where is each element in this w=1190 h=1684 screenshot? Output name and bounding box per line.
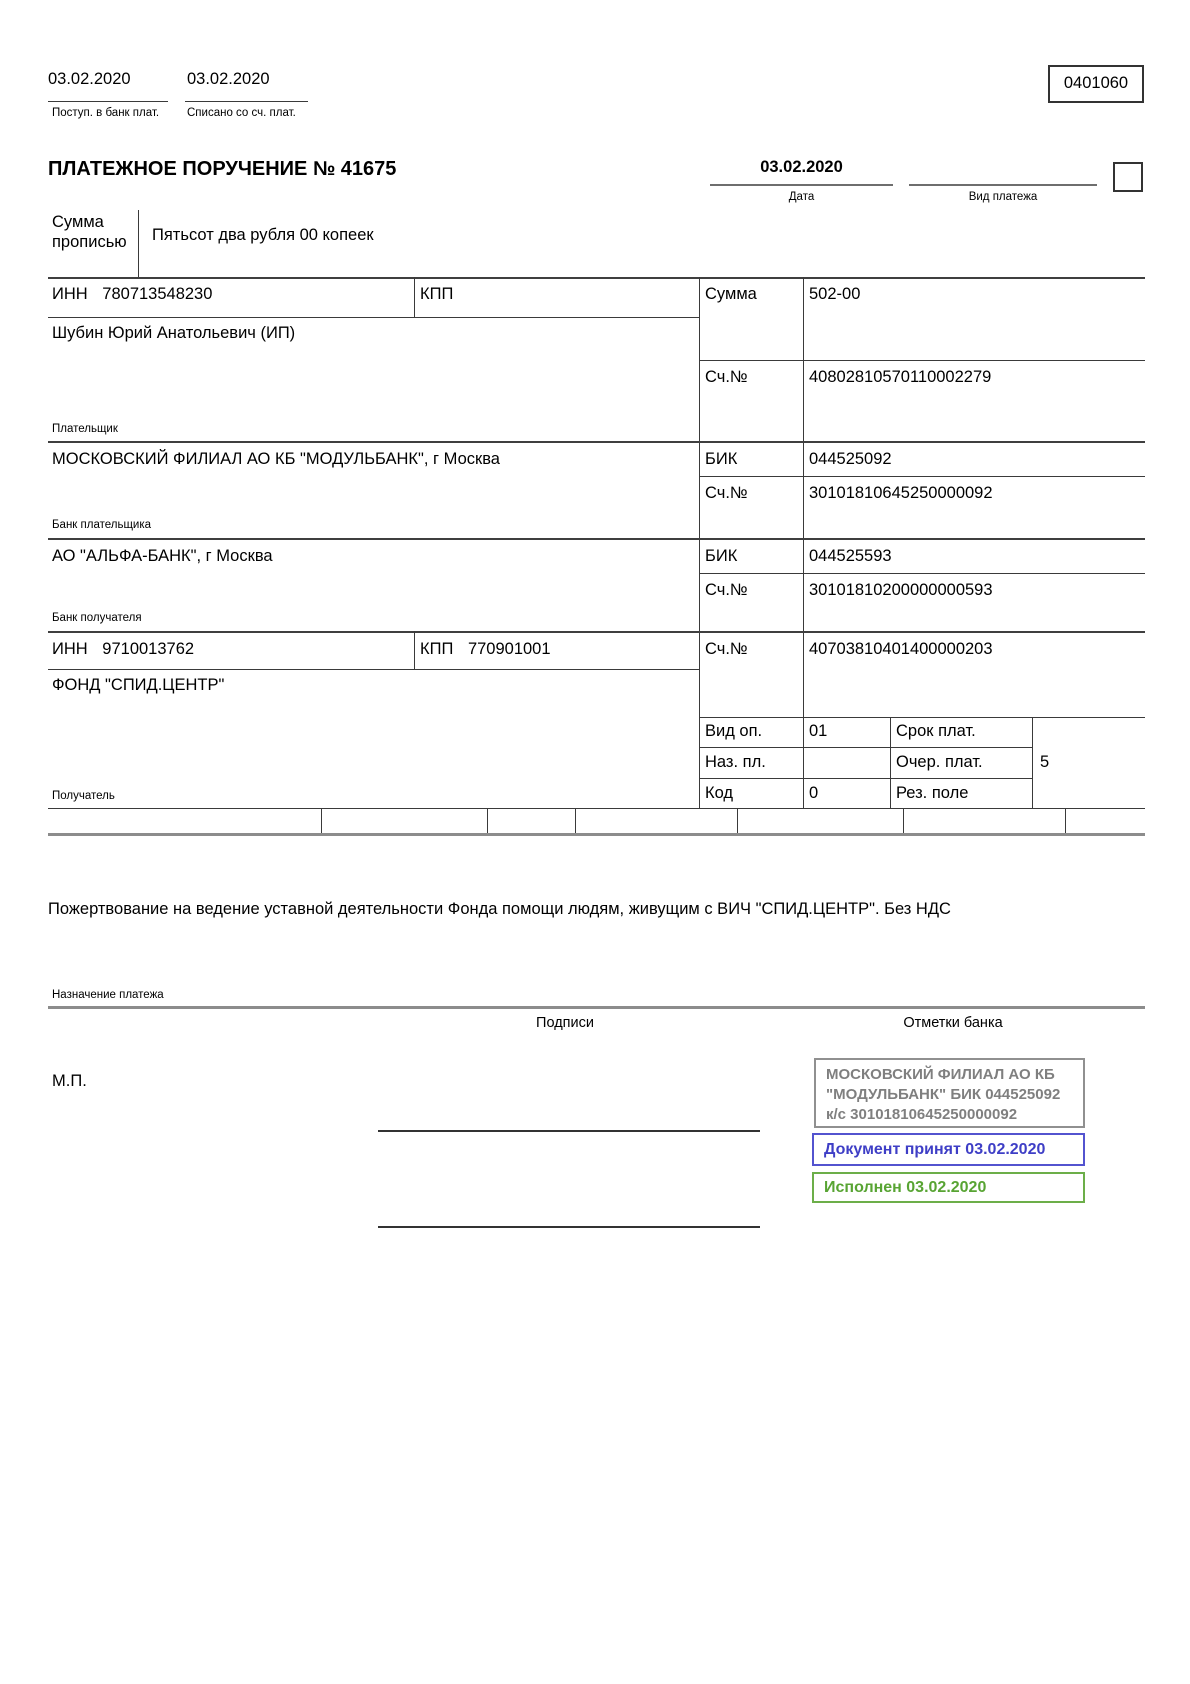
divider (48, 833, 1145, 836)
divider (48, 101, 168, 102)
payer-bank-account-value: 30101810645250000092 (809, 484, 993, 502)
divider (699, 717, 1145, 718)
op-type-value: 01 (809, 722, 828, 740)
receiver-kpp (420, 640, 551, 660)
divider (903, 808, 904, 833)
payment-type-label: Вид платежа (968, 191, 1038, 203)
payer-bank-bik-label: БИК (705, 450, 738, 468)
form-code-box (1048, 65, 1144, 103)
receiver-bank-bik-value: 044525593 (809, 547, 892, 565)
date-label: Дата (788, 191, 815, 203)
seal-place-label: М.П. (52, 1072, 87, 1090)
receiver-bank-label: Банк получателя (52, 612, 142, 624)
divider (890, 717, 891, 808)
priority-label: Очер. плат. (896, 753, 983, 771)
divider (487, 808, 488, 833)
document-date: 03.02.2020 (760, 158, 843, 176)
divider (699, 476, 1145, 477)
priority-value: 5 (1040, 753, 1050, 771)
date-received-value: 03.02.2020 (48, 70, 131, 88)
signatures-label: Подписи (536, 1015, 594, 1031)
receiver-kpp-value: 770901001 (467, 640, 551, 658)
signature-line (378, 1226, 760, 1228)
divider (414, 277, 415, 317)
date-debited-value: 03.02.2020 (187, 70, 270, 88)
receiver-bank-account-label: Сч.№ (705, 581, 748, 599)
receiver-inn (52, 640, 194, 660)
amount-words-value: Пятьсот два рубля 00 копеек (152, 226, 374, 244)
receiver-label: Получатель (52, 790, 115, 802)
divider (48, 538, 1145, 540)
receiver-inn-label: ИНН (52, 640, 88, 658)
purpose-text: Пожертвование на ведение уставной деятельности Фонда помощи людям, живущим с ВИЧ "СПИД.ЦЕНТР". Без НДС (48, 900, 951, 918)
bank-stamp-line1: МОСКОВСКИЙ ФИЛИАЛ АО КБ (826, 1066, 1055, 1083)
divider (48, 1006, 1145, 1009)
divider (737, 808, 738, 833)
receiver-name: ФОНД "СПИД.ЦЕНТР" (52, 676, 225, 694)
code-label: Код (705, 784, 734, 802)
divider (1032, 717, 1033, 808)
divider (909, 184, 1097, 186)
op-type-label: Вид оп. (705, 722, 763, 740)
receiver-bank-account-value: 30101810200000000593 (809, 581, 993, 599)
receiver-bank-name: АО "АЛЬФА-БАНК", г Москва (52, 547, 273, 565)
divider (138, 210, 139, 277)
divider (48, 631, 1145, 633)
bank-marks-label: Отметки банка (903, 1015, 1003, 1031)
form-code: 0401060 (1063, 74, 1129, 93)
receiver-bank-bik-label: БИК (705, 547, 738, 565)
amount-words-label: Сумма прописью (52, 213, 127, 251)
divider (414, 631, 415, 669)
sum-label: Сумма (705, 285, 757, 303)
payer-bank-name: МОСКОВСКИЙ ФИЛИАЛ АО КБ "МОДУЛЬБАНК", г Москва (52, 450, 500, 468)
payer-bank-account-label: Сч.№ (705, 484, 748, 502)
purpose-label: Назначение платежа (52, 989, 164, 1001)
bank-stamp-line3: к/с 30101810645250000092 (826, 1106, 1018, 1123)
purpose-code-label: Наз. пл. (705, 753, 766, 771)
accepted-stamp: Документ принят 03.02.2020 (812, 1133, 1085, 1166)
bank-stamp-line2: "МОДУЛЬБАНК" БИК 044525092 (826, 1086, 1061, 1103)
receiver-kpp-label: КПП (420, 640, 454, 658)
payer-inn (52, 285, 212, 305)
signature-line (378, 1130, 760, 1132)
divider (48, 441, 1145, 443)
payer-account-label: Сч.№ (705, 368, 748, 386)
divider (48, 317, 699, 318)
receiver-account-label: Сч.№ (705, 640, 748, 658)
executed-stamp: Исполнен 03.02.2020 (812, 1172, 1085, 1203)
payer-kpp-label: КПП (420, 285, 454, 303)
payer-name: Шубин Юрий Анатольевич (ИП) (52, 324, 296, 342)
divider (1065, 808, 1066, 833)
divider (710, 184, 893, 186)
date-debited-label: Списано со сч. плат. (187, 107, 296, 119)
payer-account-value: 40802810570110002279 (809, 368, 992, 386)
receiver-account-value: 40703810401400000203 (809, 640, 993, 658)
date-received-label: Поступ. в банк плат. (52, 107, 160, 119)
divider (48, 808, 1145, 809)
pay-term-label: Срок плат. (896, 722, 976, 740)
sum-value: 502-00 (809, 285, 861, 303)
divider (575, 808, 576, 833)
receiver-inn-value: 9710013762 (102, 640, 195, 658)
divider (699, 277, 700, 808)
payer-label: Плательщик (52, 423, 118, 435)
payer-inn-label: ИНН (52, 285, 88, 303)
divider (48, 277, 1145, 279)
bank-stamp (814, 1058, 1085, 1128)
divider (699, 778, 1032, 779)
divider (699, 573, 1145, 574)
document-title: ПЛАТЕЖНОЕ ПОРУЧЕНИЕ № 41675 (48, 158, 397, 180)
payment-type-checkbox (1113, 162, 1143, 192)
divider (699, 360, 1145, 361)
divider (699, 747, 1032, 748)
code-value: 0 (809, 784, 819, 802)
payer-bank-bik-value: 044525092 (809, 450, 892, 468)
payer-bank-label: Банк плательщика (52, 519, 152, 531)
divider (185, 101, 308, 102)
divider (803, 277, 804, 808)
payer-inn-value: 780713548230 (102, 285, 213, 303)
divider (48, 669, 699, 670)
divider (321, 808, 322, 833)
reserve-label: Рез. поле (896, 784, 969, 802)
